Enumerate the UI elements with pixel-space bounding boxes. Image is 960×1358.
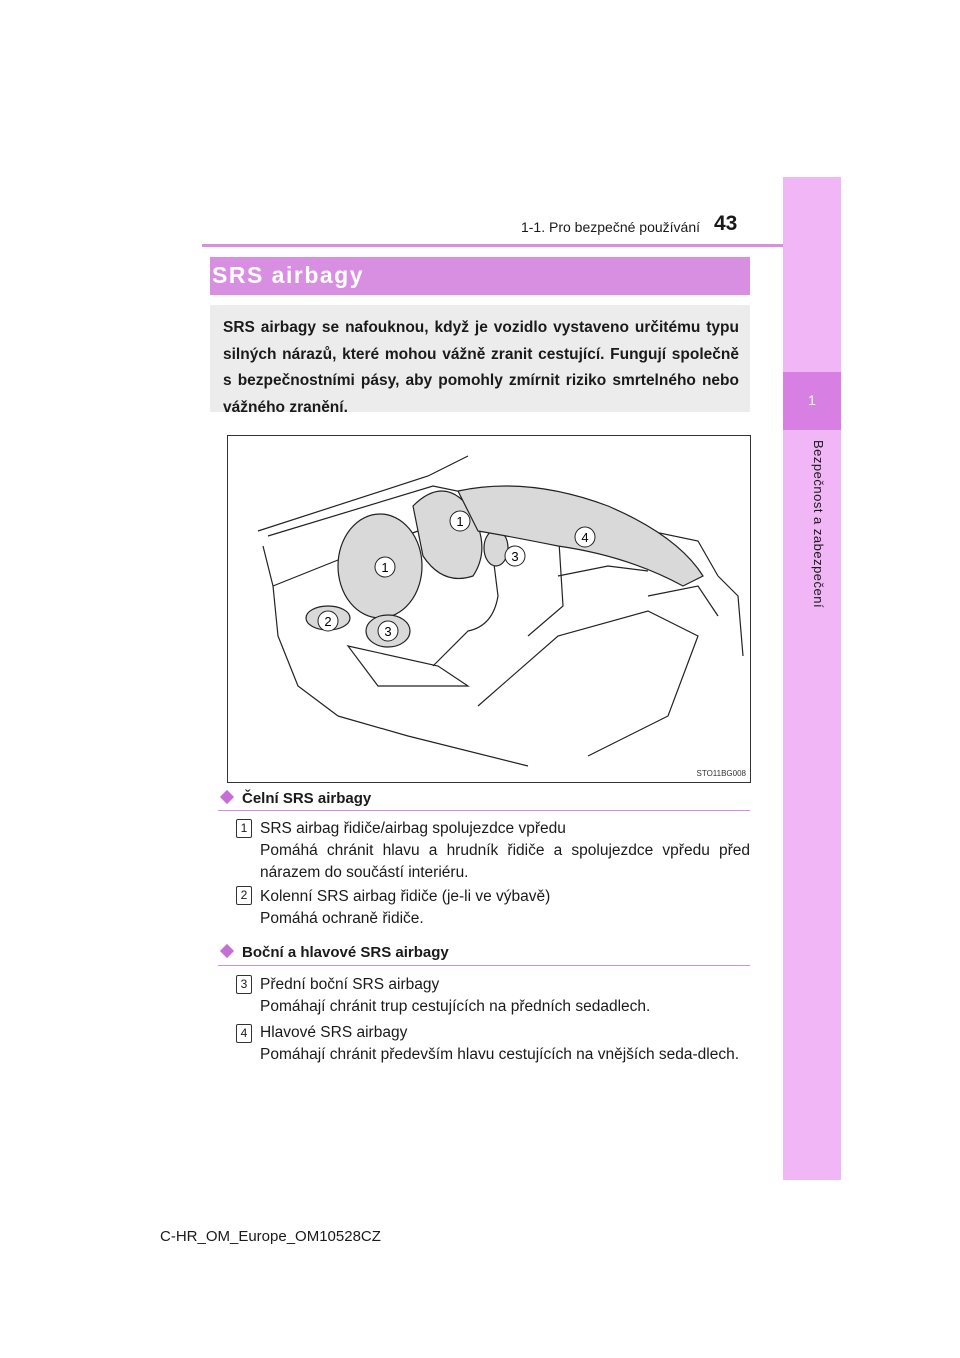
item-desc: Pomáhají chránit především hlavu cestujících na vnějších seda-dlech. <box>260 1046 740 1063</box>
rear-headrest <box>648 586 718 616</box>
rear-pillar <box>718 576 743 656</box>
rear-seat <box>478 611 698 756</box>
callout-label: 2 <box>324 614 332 629</box>
page-title: SRS airbagy <box>212 262 364 288</box>
item-number-badge: 1 <box>236 819 252 838</box>
section-heading-text: Boční a hlavové SRS airbagy <box>242 944 449 961</box>
airbag-illustration <box>227 435 751 783</box>
item-desc: Pomáhají chránit trup cestujících na předních sedadlech. <box>260 998 651 1015</box>
callout-label: 1 <box>381 560 389 575</box>
callout-label: 3 <box>384 624 392 639</box>
car-interior-drawing <box>228 436 750 782</box>
rear-window-line <box>558 566 648 576</box>
section-heading-front-airbags <box>218 790 371 807</box>
page-number: 43 <box>714 212 738 235</box>
list-item <box>260 818 750 884</box>
item-number-badge: 3 <box>236 975 252 994</box>
illustration-code: STO11BG008 <box>696 769 746 778</box>
list-item <box>260 974 750 1018</box>
section-heading-side-airbags <box>218 944 449 961</box>
section-heading-text: Čelní SRS airbagy <box>242 790 372 807</box>
header-rule <box>202 244 840 247</box>
list-item <box>260 1022 750 1066</box>
item-number-badge: 2 <box>236 886 252 905</box>
item-desc: Pomáhá ochraně řidiče. <box>260 910 424 927</box>
callout-label: 3 <box>511 549 519 564</box>
footer-doc-id: C-HR_OM_Europe_OM10528CZ <box>160 1228 381 1245</box>
intro-text: SRS airbagy se nafouknou, když je vozidlo vystaveno určitému typu silných nárazů, které mohou vážně zranit cestující. Fungují společně s bezpečnostními pásy, aby pomohly zmírnit riziko smrtelného nebo vážného zranění. <box>223 319 739 416</box>
list-item <box>260 886 750 930</box>
diamond-bullet-icon <box>220 790 234 804</box>
item-number-badge: 4 <box>236 1024 252 1043</box>
section-rule <box>218 965 750 966</box>
item-title: Přední boční SRS airbagy <box>260 976 440 993</box>
item-desc: Pomáhá chránit hlavu a hrudník řidiče a spolujezdce vpředu před nárazem do součástí interiéru. <box>260 842 750 881</box>
section-rule <box>218 810 750 811</box>
item-title: SRS airbag řidiče/airbag spolujezdce vpředu <box>260 820 566 837</box>
item-title: Kolenní SRS airbag řidiče (je-li ve výbavě) <box>260 888 551 905</box>
callout-label: 4 <box>581 530 589 545</box>
callout-label: 1 <box>456 514 464 529</box>
front-seat-cushion <box>348 646 468 686</box>
item-title: Hlavové SRS airbagy <box>260 1024 408 1041</box>
chapter-tab-strip <box>783 177 841 1180</box>
floor-line <box>338 716 528 766</box>
diamond-bullet-icon <box>220 944 234 958</box>
chapter-tab-title: Bezpečnost a zabezpečení <box>811 440 826 609</box>
chapter-tab-number: 1 <box>808 392 816 408</box>
section-label: 1-1. Pro bezpečné používání <box>520 219 700 235</box>
